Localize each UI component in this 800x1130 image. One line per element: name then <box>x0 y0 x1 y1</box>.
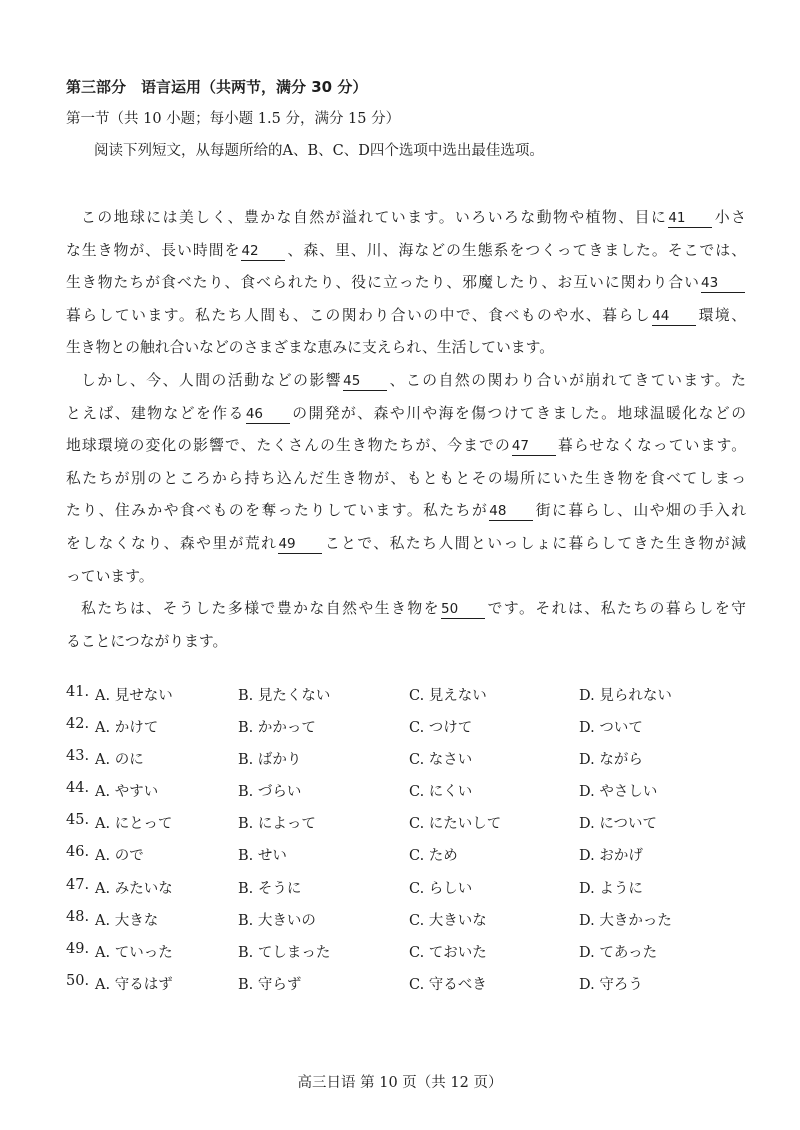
question-number: 48. <box>66 908 90 925</box>
passage-line <box>66 300 746 333</box>
blank-47: 47 <box>512 437 556 456</box>
passage-line <box>66 267 746 300</box>
passage-text: 街に暮らし、山や畑の手入れ <box>534 502 746 520</box>
option-d: D. 守ろう <box>579 976 643 993</box>
question-50-options <box>66 973 766 1005</box>
option-c: C. にくい <box>409 784 473 801</box>
passage-text: 、森、里、川、海などの生態系をつくってきました。そこでは、 <box>286 241 746 259</box>
option-c: C. つけて <box>409 720 473 737</box>
option-a: A. にとって <box>95 816 173 833</box>
option-a: A. 大きな <box>95 912 159 929</box>
passage-text: の開発が、森や川や海を傷つけてきました。地球温暖化などの <box>290 404 746 422</box>
passage-text: とえば、建物などを作る <box>66 404 245 422</box>
option-c: C. ため <box>409 848 458 865</box>
question-number: 44. <box>66 780 90 797</box>
passage-text: 地球環境の変化の影響で、たくさんの生き物たちが、今までの <box>66 437 511 455</box>
question-number: 49. <box>66 940 90 957</box>
passage-text: をしなくなり、森や里が荒れ <box>66 534 278 552</box>
option-c: C. にたいして <box>409 816 502 833</box>
blank-50: 50 <box>441 600 485 619</box>
option-b: B. 守らず <box>238 976 302 993</box>
instruction-text: 阅读下列短文，从每题所给的A、B、C、D四个选项中选出最佳选项。 <box>94 143 544 159</box>
passage-text: ることにつながります。 <box>66 632 228 650</box>
option-d: D. 見られない <box>579 688 672 704</box>
question-number: 41. <box>66 684 90 700</box>
reading-passage <box>66 202 746 658</box>
question-48-options <box>66 909 766 941</box>
option-b: B. ばかり <box>238 752 302 769</box>
blank-46: 46 <box>246 405 290 424</box>
option-a: A. ていった <box>95 944 173 961</box>
section-title: 第三部分 语言运用（共两节，满分 30 分） <box>66 78 368 96</box>
question-46-options <box>66 844 766 876</box>
option-c: C. 守るべき <box>409 976 487 993</box>
question-47-options <box>66 877 766 909</box>
question-number: 42. <box>66 716 90 733</box>
option-d: D. てあった <box>579 944 658 961</box>
option-b: B. 大きいの <box>238 912 316 929</box>
option-c: C. 大きいな <box>409 912 487 929</box>
option-d: D. ついて <box>579 720 643 737</box>
passage-text: 生き物たちが食べたり、食べられたり、役に立ったり、邪魔したり、お互いに関わり合い <box>66 274 700 292</box>
option-a: A. やすい <box>95 784 159 801</box>
passage-text: 環境、 <box>697 306 746 324</box>
question-42-options <box>66 716 766 748</box>
passage-text: な生き物が、長い時間を <box>66 241 241 259</box>
question-number: 46. <box>66 844 90 861</box>
option-b: B. によって <box>238 816 316 833</box>
option-a: A. 守るはず <box>95 976 173 993</box>
passage-text: 暮らせなくなっています。 <box>556 437 746 455</box>
option-c: C. なさい <box>409 752 473 769</box>
passage-line <box>66 398 746 431</box>
passage-text: っています。 <box>66 567 154 585</box>
passage-line <box>66 495 746 528</box>
question-number: 47. <box>66 876 90 893</box>
passage-text: 暮らしています。私たち人間も、この関わり合いの中で、食べものや水、暮らし <box>66 306 652 324</box>
option-b: B. そうに <box>238 880 302 897</box>
option-d: D. について <box>579 816 658 833</box>
option-a: A. 見せない <box>95 688 173 704</box>
option-a: A. かけて <box>95 720 159 737</box>
option-b: B. せい <box>238 848 287 865</box>
question-45-options <box>66 812 766 844</box>
option-b: B. づらい <box>238 784 302 801</box>
passage-line <box>66 626 746 659</box>
blank-49: 49 <box>278 535 322 554</box>
passage-line <box>66 202 746 235</box>
question-41-options <box>66 684 766 716</box>
passage-text: ことで、私たち人間といっしょに暮らしてきた生き物が減 <box>323 534 746 552</box>
blank-45: 45 <box>343 372 387 391</box>
option-a: A. のに <box>95 752 144 769</box>
option-c: C. 見えない <box>409 688 487 704</box>
option-c: C. ておいた <box>409 944 487 961</box>
option-d: D. やさしい <box>579 784 658 801</box>
passage-line <box>66 593 746 626</box>
passage-text: 私たちは、そうした多様で豊かな自然や生き物を <box>81 600 441 618</box>
blank-48: 48 <box>489 502 533 521</box>
option-b: B. てしまった <box>238 944 331 961</box>
option-a: A. ので <box>95 848 144 865</box>
passage-text: です。それは、私たちの暮らしを守 <box>486 600 746 618</box>
blank-44: 44 <box>652 307 696 326</box>
passage-text: 私たちが別のところから持ち込んだ生き物が、もともとその場所にいた生き物を食べてしまっ <box>66 469 746 487</box>
question-44-options <box>66 780 766 812</box>
option-b: B. 見たくない <box>238 688 331 704</box>
option-d: D. おかげ <box>579 848 643 865</box>
passage-line <box>66 365 746 398</box>
passage-text: 生き物との触れ合いなどのさまざまな恵みに支えられ、生活しています。 <box>66 339 555 357</box>
passage-text: 、この自然の関わり合いが崩れてきています。た <box>388 371 746 389</box>
page-footer: 高三日语 第 10 页（共 12 页） <box>297 1075 503 1091</box>
answer-options <box>66 684 766 1005</box>
passage-line <box>66 235 746 268</box>
passage-line <box>66 528 746 561</box>
option-b: B. かかって <box>238 720 316 737</box>
question-43-options <box>66 748 766 780</box>
option-c: C. らしい <box>409 880 473 897</box>
question-49-options <box>66 941 766 973</box>
question-number: 43. <box>66 748 90 765</box>
option-d: D. 大きかった <box>579 912 672 929</box>
passage-text: 小さ <box>713 209 746 226</box>
blank-41: 41 <box>668 209 712 228</box>
passage-line <box>66 561 746 594</box>
passage-line <box>66 430 746 463</box>
passage-text: しかし、今、人間の活動などの影響 <box>81 371 343 389</box>
passage-line <box>66 463 746 496</box>
passage-text: たり、住みかや食べものを奪ったりしています。私たちが <box>66 502 489 520</box>
passage-line <box>66 332 746 365</box>
blank-42: 42 <box>241 242 285 261</box>
blank-43: 43 <box>701 274 745 293</box>
subsection-title: 第一节（共 10 小题；每小题 1.5 分，满分 15 分） <box>66 111 401 127</box>
option-d: D. ように <box>579 880 643 897</box>
option-d: D. ながら <box>579 752 643 769</box>
passage-text: この地球には美しく、豊かな自然が溢れています。いろいろな動物や植物、目に <box>81 209 668 226</box>
question-number: 50. <box>66 972 90 989</box>
question-number: 45. <box>66 812 90 829</box>
option-a: A. みたいな <box>95 880 173 897</box>
